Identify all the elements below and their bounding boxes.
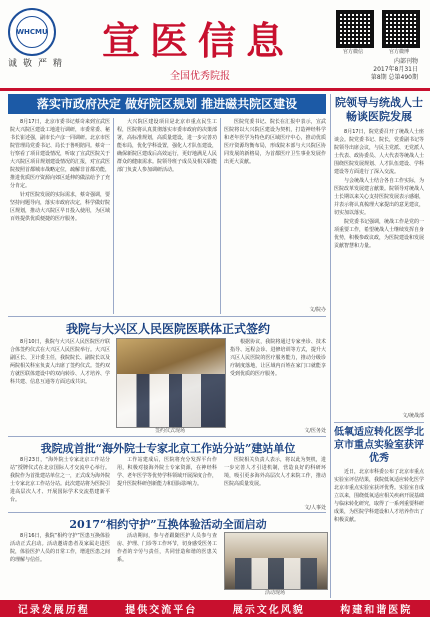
sidebar-column-1 bbox=[334, 128, 424, 408]
story-2-column-2 bbox=[230, 338, 326, 426]
paragraph: 活动期间，参与者跟随医护人员参与查房、护理、门诊等工作环节，切身感受医务工作者的辛劳与责任，共同营造和谐的医患关系。 bbox=[117, 533, 217, 563]
hospital-motto: 诚敬严精 bbox=[8, 59, 69, 69]
byline: 文/院办 bbox=[309, 307, 326, 313]
section-rule bbox=[334, 422, 424, 423]
story-3-column-2 bbox=[117, 456, 217, 510]
footer-slogan: 提供交流平台 bbox=[125, 605, 198, 616]
lead-column-3 bbox=[224, 118, 326, 306]
masthead-rule bbox=[0, 88, 430, 91]
paragraph: 根据协议，我院将通过专家坐诊、技术指导、远程会诊、进修培训等方式，提升大兴区人民医院的医疗服务能力，推动分级诊疗制度落地，让区域内百姓在家门口就能享受到优质的医疗服务。 bbox=[230, 339, 326, 377]
activity-photo bbox=[224, 532, 328, 590]
paragraph: 工作站建成后，医院将充分发挥平台作用，积极对接海外院士专家资源，在神经科学、老年医学等优势学科领域开展深度合作，提升医院科研创新能力和国际影响力。 bbox=[117, 457, 217, 487]
story-3-headline: 我院成首批“海外院士专家北京工作站分站”建站单位 bbox=[40, 442, 296, 455]
wechat-qr-label: 官方微信 bbox=[342, 49, 363, 55]
column-rule bbox=[113, 118, 114, 314]
paragraph: 8月17日，北京市委书记蔡奇来到宣武医院大兴院区建设工地进行调研，市委常委、秘书长崔述强，副市长卢彦一同调研。北京市医院管理局党委书记、局长于鲁明陪同。蔡奇一行察看了项目建设情况，听取了宣武医院关于大兴院区项目规划建设情况的汇报，对宣武医院按照首都城市战略定位，疏解非首都功能，推进优质医疗资源向郊区延伸的做法给予了充分肯定。 bbox=[10, 119, 110, 189]
byline: 文/人事处 bbox=[304, 505, 326, 511]
issue-line: 2017年8月31日 bbox=[373, 66, 418, 73]
issue-info bbox=[371, 58, 418, 82]
photo-caption: 签约仪式现场 bbox=[154, 428, 185, 434]
story-3-column-3 bbox=[224, 456, 326, 504]
sidebar-headline-2: 低氧适应转化医学北京市重点实验室获评优秀 bbox=[334, 427, 424, 464]
issue-line: 第8期 总第490期 bbox=[370, 74, 418, 81]
column-rule bbox=[220, 118, 221, 314]
byline: 文/医务处 bbox=[304, 428, 326, 434]
paragraph: 8月10日，我院与大兴区人民医院医疗联合体签约仪式在大兴区人民医院举行。大兴区副区长、卫计委主任，我院院长、副院长以及两院相关科室负责人出席了签约仪式。签约双方就医联体建设中的双向转诊、人才培养、学科共建、信息互通等方面达成共识。 bbox=[10, 339, 110, 385]
paragraph: 近日，北京市科委公布了北京市重点实验室评估结果，我院低氧适应转化医学北京市重点实验室获评优秀。实验室自成立以来，围绕低氧适应相关疾病开展基础与临床转化研究，取得了一系列重要科研成果，为医院学科建设和人才培养作出了积极贡献。 bbox=[334, 469, 424, 523]
footer-banner bbox=[0, 600, 430, 617]
logo-text: WHCMU bbox=[16, 16, 48, 48]
footer-slogan: 构建和谐医院 bbox=[340, 605, 413, 616]
paragraph: 针对医院发展的实际需求，蔡奇强调，要坚持问题导向，落实市政府决定，科学做好院区规划，推动大兴院区早日投入使用，为区域百姓提供优质便捷的医疗服务。 bbox=[10, 192, 110, 222]
issue-line: 内部刊物 bbox=[393, 58, 418, 65]
lead-column-1 bbox=[10, 118, 110, 314]
paragraph: 8月23日，“海外院士专家北京工作站分站”授牌仪式在北京国际人才交流中心举行。我院作为首批建站单位之一，正式成为海外院士专家北京工作站分站。此次建站将为医院引进高层次人才、开展国际学术交流搭建新平台。 bbox=[10, 457, 110, 503]
sidebar-rule bbox=[330, 94, 331, 598]
paragraph: 大兴院区建设项目是北京市重点民生工程，医院将认真贯彻落实市委市政府的决策部署，高标准规划，高质量建设，进一步完善功能布局，优化学科设置，强化人才队伍建设，确保新院区建成后高效运行，更好地满足人民群众的健康需求。院领导班子成员及相关职能部门负责人参加调研活动。 bbox=[117, 119, 217, 173]
section-rule bbox=[8, 436, 326, 437]
newspaper-title: 宣医信息 bbox=[101, 19, 294, 63]
masthead bbox=[0, 0, 430, 92]
wechat-qr-icon bbox=[336, 10, 374, 48]
story-2-headline: 我院与大兴区人民医院医联体正式签约 bbox=[65, 322, 270, 336]
byline: 文/统战部 bbox=[402, 413, 424, 419]
footer-slogan: 记录发展历程 bbox=[17, 605, 90, 616]
weibo-qr-label: 官方微博 bbox=[388, 49, 409, 55]
story-4-column-1 bbox=[10, 532, 110, 596]
section-rule bbox=[8, 512, 326, 513]
section-rule bbox=[8, 316, 326, 317]
paragraph: 8月16日，我院“相约守护”医患互换体验活动正式启动。活动邀请患者及家属走进医院，体验医护人员的日常工作，增进医患之间的理解与信任。 bbox=[10, 533, 110, 563]
weibo-qr-icon bbox=[382, 10, 420, 48]
paragraph: 医院党委书记、院长在汇报中表示，宣武医院将以大兴院区建设为契机，打造神经科学和老年医学为特色的区域医疗中心，推动优质医疗资源均衡布局，形成院本部与大兴院区协同发展的新格局，为首都医疗卫生事业发展作出更大贡献。 bbox=[224, 119, 326, 165]
paragraph: 8月17日，院党委召开了统战人士座谈会。院党委书记、院长，党委副书记等院领导出席会议，与民主党派、无党派人士代表、政协委员、人大代表等统战人士围绕医院发展规划、人才队伍建设、学科建设等方面进行了深入交流。 bbox=[334, 129, 424, 175]
story-4-column-2 bbox=[117, 532, 217, 596]
footer-slogan: 展示文化风貌 bbox=[232, 605, 305, 616]
lead-headline: 落实市政府决定 做好院区规划 推进磁共院区建设 bbox=[8, 94, 326, 114]
sidebar-column-2 bbox=[334, 468, 424, 596]
photo-caption: 活动现场 bbox=[264, 590, 285, 596]
paragraph: 院党委书记强调，统战工作是党的一项重要工作，希望统战人士继续发挥自身优势，积极参政议政，为医院建设和发展贡献智慧和力量。 bbox=[334, 219, 424, 249]
paragraph: 医院相关负责人表示，将以此为契机，进一步完善人才引进机制，营造良好的科研环境，吸引更多海外高层次人才来院工作，推动医院高质量发展。 bbox=[224, 457, 326, 487]
paragraph: 与会统战人士结合各自工作实际，为医院改革发展建言献策。院领导对统战人士长期以来关心支持医院发展表示感谢，并表示将认真梳理大家提出的意见建议，切实加以落实。 bbox=[334, 178, 424, 216]
signing-photo bbox=[116, 338, 226, 428]
story-4-headline: 2017“相约守护”互换体验活动全面启动 bbox=[69, 518, 267, 531]
lead-column-2 bbox=[117, 118, 217, 314]
story-2-column-1 bbox=[10, 338, 110, 434]
newspaper-subtitle: 全国优秀院报 bbox=[170, 71, 230, 82]
story-3-column-1 bbox=[10, 456, 110, 510]
sidebar-headline-1: 院领导与统战人士畅谈医院发展 bbox=[335, 96, 423, 123]
hospital-logo-icon bbox=[8, 8, 56, 56]
